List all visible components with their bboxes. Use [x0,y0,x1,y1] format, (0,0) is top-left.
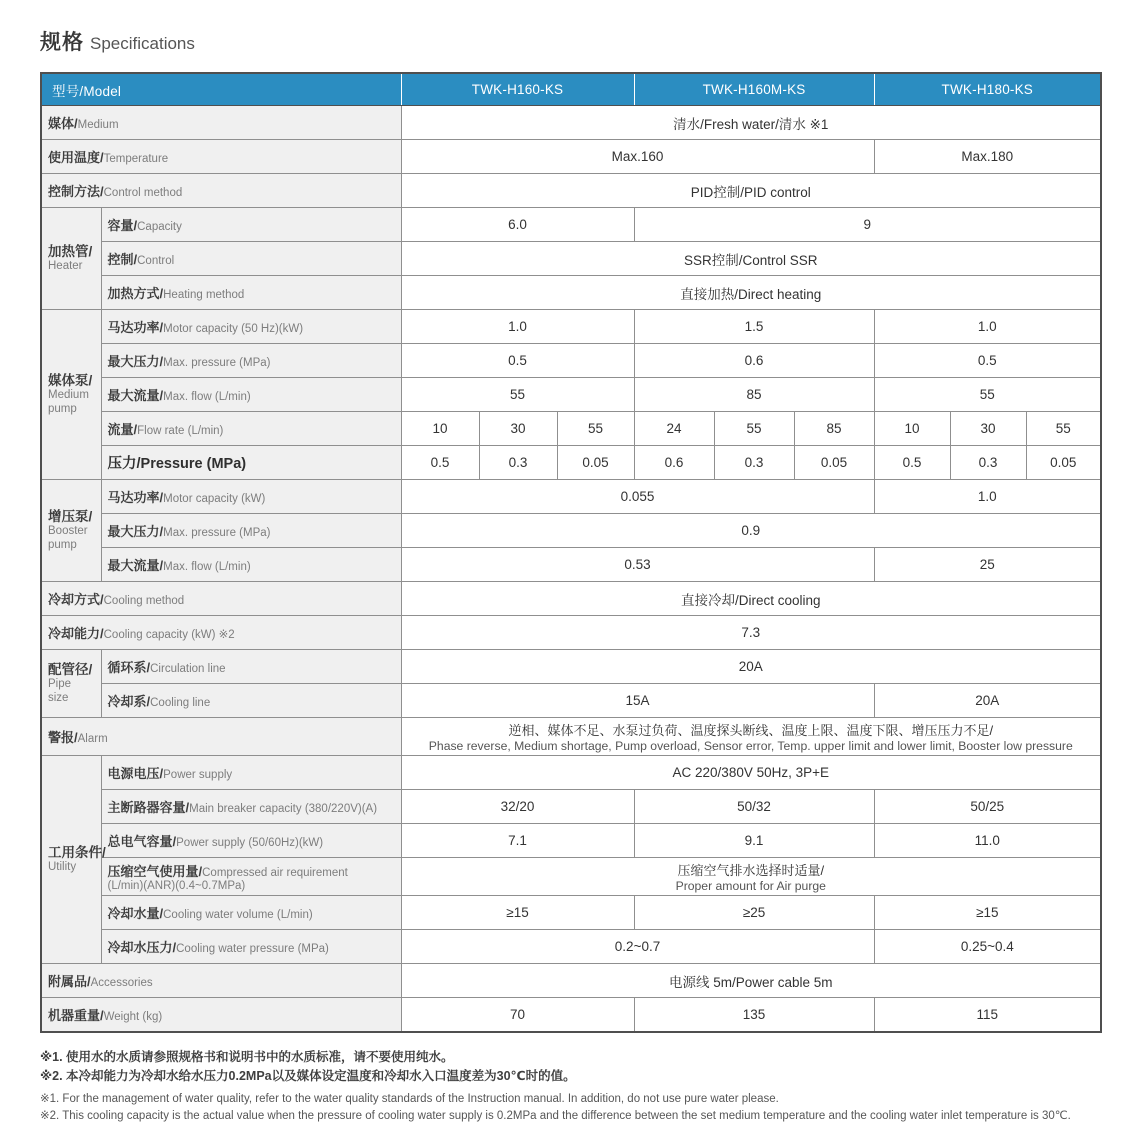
mpump-motor-m2: 1.5 [634,310,874,344]
row-heater-capacity [41,208,1101,242]
weight-m3: 115 [874,998,1101,1033]
pressure-cell: 0.3 [479,446,557,480]
row-power-supply [41,756,1101,790]
flow-rate-cell: 30 [950,412,1026,446]
mpump-max-flow-m1: 55 [401,378,634,412]
heating-method-label: 加热方式/Heating method [101,276,401,310]
control-method-value: PID控制/PID control [401,174,1101,208]
alarm-list-zh: 逆相、媒体不足、水泵过负荷、温度探头断线、温度上限、温度下限、增压压力不足/ [508,723,994,738]
alarm-list-en: Phase reverse, Medium shortage, Pump overload, Sensor error, Temp. upper limit and lower limit, Booster low pressure [428,739,1073,753]
row-circulation-line [41,650,1101,684]
flow-rate-cell: 30 [479,412,557,446]
model-column-3: TWK-H180-KS [874,73,1101,106]
page-title-zh: 规格 [40,31,84,54]
pressure-cell: 0.05 [557,446,634,480]
booster-pump-group-label: 增压泵/ Booster pump [41,480,101,582]
row-accessories [41,964,1101,998]
cooling-method-label: 冷却方式/Cooling method [41,582,401,616]
bpump-max-flow-m12: 0.53 [401,548,874,582]
cooling-water-volume-m3: ≥15 [874,896,1101,930]
pressure-cell: 0.6 [634,446,714,480]
flow-rate-cell: 55 [714,412,794,446]
mpump-motor-m1: 1.0 [401,310,634,344]
model-column-1: TWK-H160-KS [401,73,634,106]
control-method-label: 控制方法/Control method [41,174,401,208]
specifications-table [40,72,1102,1033]
row-mpump-max-pressure [41,344,1101,378]
weight-m2: 135 [634,998,874,1033]
flow-rate-cell: 55 [557,412,634,446]
medium-label: 媒体/Medium [41,106,401,140]
accessories-value: 电源线 5m/Power cable 5m [401,964,1101,998]
table-header-row [41,73,1101,106]
row-cooling-line [41,684,1101,718]
row-cooling-capacity [41,616,1101,650]
mpump-motor-m3: 1.0 [874,310,1101,344]
row-medium [41,106,1101,140]
footnote-en-2: ※2. This cooling capacity is the actual value when the pressure of cooling water supply is 0.2MPa and the difference between the set medium temperature and the cooling water inlet temperature is 30℃. [40,1110,1071,1122]
weight-label: 机器重量/Weight (kg) [41,998,401,1033]
row-mpump-pressure [41,446,1101,480]
mpump-max-flow-m3: 55 [874,378,1101,412]
main-breaker-m1: 32/20 [401,790,634,824]
footnotes [40,1048,1118,1125]
cooling-line-m12: 15A [401,684,874,718]
model-column-2: TWK-H160M-KS [634,73,874,106]
cooling-water-volume-m1: ≥15 [401,896,634,930]
flow-rate-cell: 10 [874,412,950,446]
temperature-label: 使用温度/Temperature [41,140,401,174]
main-breaker-label: 主断路器容量/Main breaker capacity (380/220V)(A) [101,790,401,824]
total-power-m1: 7.1 [401,824,634,858]
cooling-line-label: 冷却系/Cooling line [101,684,401,718]
footnote-en-1: ※1. For the management of water quality, refer to the water quality standards of the Instruction manual. In addition, do not use pure water please. [40,1092,779,1105]
bpump-motor-label: 马达功率/Motor capacity (kW) [101,480,401,514]
compressed-air-value-en: Proper amount for Air purge [675,879,826,893]
pressure-cell: 0.5 [874,446,950,480]
row-cooling-water-pressure [41,930,1101,964]
pressure-cell: 0.05 [794,446,874,480]
bpump-max-pressure-label: 最大压力/Max. pressure (MPa) [101,514,401,548]
bpump-motor-m12: 0.055 [401,480,874,514]
heater-capacity-label: 容量/Capacity [101,208,401,242]
bpump-max-flow-label: 最大流量/Max. flow (L/min) [101,548,401,582]
pipe-size-group-label: 配管径/ Pipe size [41,650,101,718]
row-temperature [41,140,1101,174]
main-breaker-m3: 50/25 [874,790,1101,824]
total-power-m2: 9.1 [634,824,874,858]
mpump-motor-label: 马达功率/Motor capacity (50 Hz)(kW) [101,310,401,344]
power-supply-label: 电源电压/Power supply [101,756,401,790]
flow-rate-cell: 55 [1026,412,1101,446]
row-compressed-air [41,858,1101,896]
alarm-label: 警报/Alarm [41,718,401,756]
mpump-pressure-label: 压力/Pressure (MPa) [101,446,401,480]
row-main-breaker [41,790,1101,824]
circulation-line-value: 20A [401,650,1101,684]
mpump-max-pressure-label: 最大压力/Max. pressure (MPa) [101,344,401,378]
bpump-motor-m3: 1.0 [874,480,1101,514]
heater-capacity-m1: 6.0 [401,208,634,242]
accessories-label: 附属品/Accessories [41,964,401,998]
heater-control-label: 控制/Control [101,242,401,276]
flow-rate-cell: 24 [634,412,714,446]
row-mpump-motor [41,310,1101,344]
cooling-capacity-label: 冷却能力/Cooling capacity (kW) ※2 [41,616,401,650]
compressed-air-label: 压缩空气使用量/Compressed air requirement (L/min)(ANR)(0.4~0.7MPa) [101,858,401,896]
temperature-value-m3: Max.180 [874,140,1101,174]
alarm-value [401,718,1101,756]
medium-pump-group-label: 媒体泵/ Medium pump [41,310,101,480]
mpump-max-flow-m2: 85 [634,378,874,412]
row-weight [41,998,1101,1033]
pressure-cell: 0.5 [401,446,479,480]
row-cooling-method [41,582,1101,616]
medium-value: 清水/Fresh water/清水 ※1 [401,106,1101,140]
cooling-water-pressure-m12: 0.2~0.7 [401,930,874,964]
row-bpump-motor [41,480,1101,514]
mpump-max-pressure-m1: 0.5 [401,344,634,378]
footnote-zh-2: ※2. 本冷却能力为冷却水给水压力0.2MPa以及媒体设定温度和冷却水入口温度差为30℃时的值。 [40,1069,576,1084]
mpump-flow-rate-label: 流量/Flow rate (L/min) [101,412,401,446]
row-mpump-flow-rate [41,412,1101,446]
pressure-cell: 0.05 [1026,446,1101,480]
cooling-water-pressure-m3: 0.25~0.4 [874,930,1101,964]
row-control-method [41,174,1101,208]
pressure-cell: 0.3 [714,446,794,480]
total-power-m3: 11.0 [874,824,1101,858]
footnote-zh-1: ※1. 使用水的水质请参照规格书和说明书中的水质标准，请不要使用纯水。 [40,1050,454,1064]
mpump-max-pressure-m2: 0.6 [634,344,874,378]
flow-rate-cell: 10 [401,412,479,446]
power-supply-value: AC 220/380V 50Hz, 3P+E [401,756,1101,790]
row-bpump-max-flow [41,548,1101,582]
compressed-air-value [401,858,1101,896]
heater-control-value: SSR控制/Control SSR [401,242,1101,276]
row-alarm [41,718,1101,756]
row-cooling-water-volume [41,896,1101,930]
total-power-label: 总电气容量/Power supply (50/60Hz)(kW) [101,824,401,858]
utility-group-label: 工用条件/ Utility [41,756,101,964]
cooling-water-volume-m2: ≥25 [634,896,874,930]
page-title [40,26,1102,56]
mpump-max-pressure-m3: 0.5 [874,344,1101,378]
pressure-cell: 0.3 [950,446,1026,480]
cooling-method-value: 直接冷却/Direct cooling [401,582,1101,616]
model-header-label: 型号/Model [41,73,401,106]
flow-rate-cell: 85 [794,412,874,446]
heating-method-value: 直接加热/Direct heating [401,276,1101,310]
heater-capacity-m23: 9 [634,208,1101,242]
compressed-air-value-zh: 压缩空气排水选择时适量/ [677,863,825,878]
cooling-water-pressure-label: 冷却水压力/Cooling water pressure (MPa) [101,930,401,964]
heater-group-label: 加热管/ Heater [41,208,101,310]
weight-m1: 70 [401,998,634,1033]
row-bpump-max-pressure [41,514,1101,548]
cooling-water-volume-label: 冷却水量/Cooling water volume (L/min) [101,896,401,930]
page-title-en: Specifications [90,34,195,53]
row-heater-control [41,242,1101,276]
main-breaker-m2: 50/32 [634,790,874,824]
bpump-max-pressure-value: 0.9 [401,514,1101,548]
mpump-max-flow-label: 最大流量/Max. flow (L/min) [101,378,401,412]
temperature-value-m12: Max.160 [401,140,874,174]
row-mpump-max-flow [41,378,1101,412]
row-total-power [41,824,1101,858]
cooling-line-m3: 20A [874,684,1101,718]
row-heating-method [41,276,1101,310]
cooling-capacity-value: 7.3 [401,616,1101,650]
circulation-line-label: 循环系/Circulation line [101,650,401,684]
bpump-max-flow-m3: 25 [874,548,1101,582]
